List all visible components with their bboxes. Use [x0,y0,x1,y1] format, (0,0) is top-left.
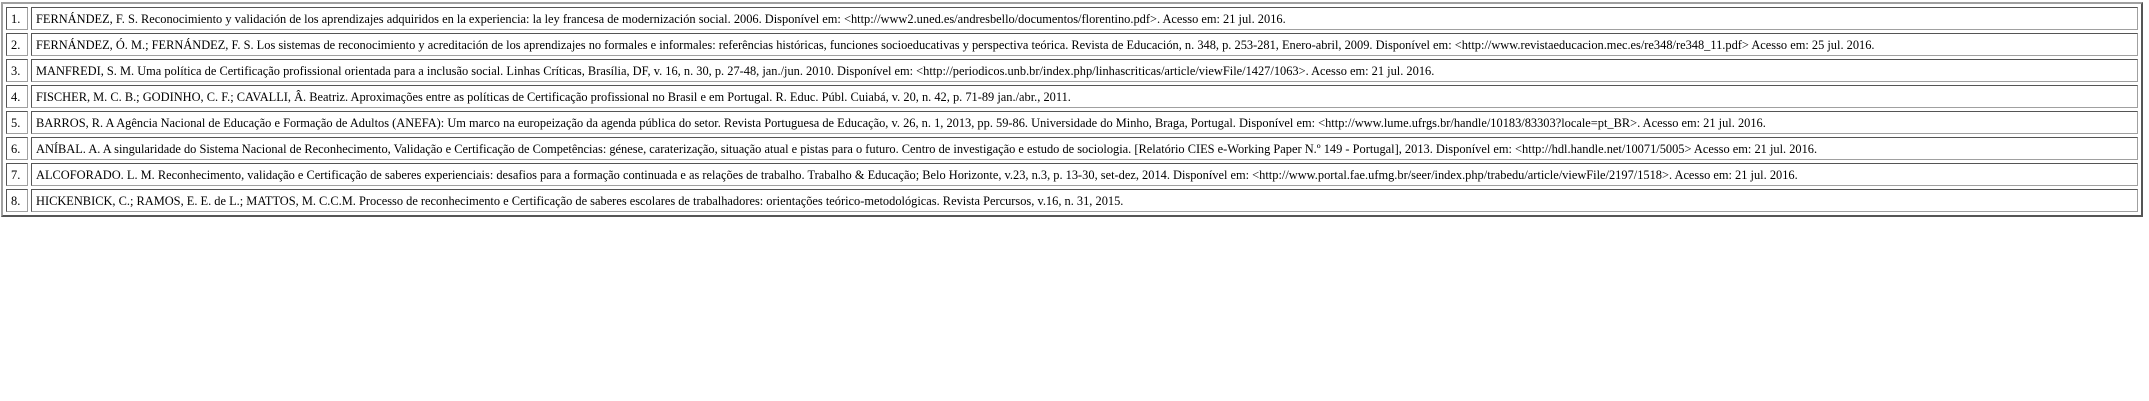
reference-number: 8. [6,189,28,212]
reference-text: FISCHER, M. C. B.; GODINHO, C. F.; CAVALLI, Â. Beatriz. Aproximações entre as políticas de Certificação profissional no Brasil e em Portugal. R. Educ. Públ. Cuiabá, v. 20, n. 42, p. 71-89 jan./abr., 2011. [31,85,2138,108]
reference-text: ALCOFORADO. L. M. Reconhecimento, validação e Certificação de saberes experienciais: desafios para a formação continuada e as relações de trabalho. Trabalho & Educação; Belo Horizonte, v.23, n.3, p. 13-30, set-dez, 2014. Disponível em: <http://www.portal.fae.ufmg.br/seer/index.php/trabedu/article/viewFile/2197/1518>. Acesso em: 21 jul. 2016. [31,163,2138,186]
reference-number: 7. [6,163,28,186]
reference-row [6,59,2138,82]
reference-text: MANFREDI, S. M. Uma política de Certificação profissional orientada para a inclusão social. Linhas Críticas, Brasília, DF, v. 16, n. 30, p. 27-48, jan./jun. 2010. Disponível em: <http://periodicos.unb.br/index.php/linhascriticas/article/viewFile/1427/1063>. Acesso em: 21 jul. 2016. [31,59,2138,82]
reference-number: 3. [6,59,28,82]
reference-row [6,137,2138,160]
reference-row [6,7,2138,30]
reference-row [6,33,2138,56]
reference-text: FERNÁNDEZ, Ó. M.; FERNÁNDEZ, F. S. Los sistemas de reconocimiento y acreditación de los aprendizajes no formales e informales: referências históricas, funciones socioeducativas y perspectiva teórica. Revista de Educación, n. 348, p. 253-281, Enero-abril, 2009. Disponível em: <http://www.revistaeducacion.mec.es/re348/re348_11.pdf> Acesso em: 25 jul. 2016. [31,33,2138,56]
reference-number: 6. [6,137,28,160]
reference-text: ANÍBAL. A. A singularidade do Sistema Nacional de Reconhecimento, Validação e Certificação de Competências: génese, caraterização, situação atual e pistas para o futuro. Centro de investigação e estudo de sociologia. [Relatório CIES e-Working Paper N.º 149 - Portugal], 2013. Disponível em: <http://hdl.handle.net/10071/5005> Acesso em: 21 jul. 2016. [31,137,2138,160]
reference-text: BARROS, R. A Agência Nacional de Educação e Formação de Adultos (ANEFA): Um marco na europeização da agenda pública do setor. Revista Portuguesa de Educação, v. 26, n. 1, 2013, pp. 59-86. Universidade do Minho, Braga, Portugal. Disponível em: <http://www.lume.ufrgs.br/handle/10183/83303?locale=pt_BR>. Acesso em: 21 jul. 2016. [31,111,2138,134]
reference-row [6,85,2138,108]
reference-number: 4. [6,85,28,108]
reference-number: 1. [6,7,28,30]
reference-text: HICKENBICK, C.; RAMOS, E. E. de L.; MATTOS, M. C.C.M. Processo de reconhecimento e Certificação de saberes escolares de trabalhadores: orientações teórico-metodológicas. Revista Percursos, v.16, n. 31, 2015. [31,189,2138,212]
reference-row [6,189,2138,212]
references-table [1,2,2143,217]
reference-text: FERNÁNDEZ, F. S. Reconocimiento y validación de los aprendizajes adquiridos en la experiencia: la ley francesa de modernización social. 2006. Disponível em: <http://www2.uned.es/andresbello/documentos/florentino.pdf>. Acesso em: 21 jul. 2016. [31,7,2138,30]
reference-row [6,111,2138,134]
reference-number: 5. [6,111,28,134]
reference-number: 2. [6,33,28,56]
reference-row [6,163,2138,186]
